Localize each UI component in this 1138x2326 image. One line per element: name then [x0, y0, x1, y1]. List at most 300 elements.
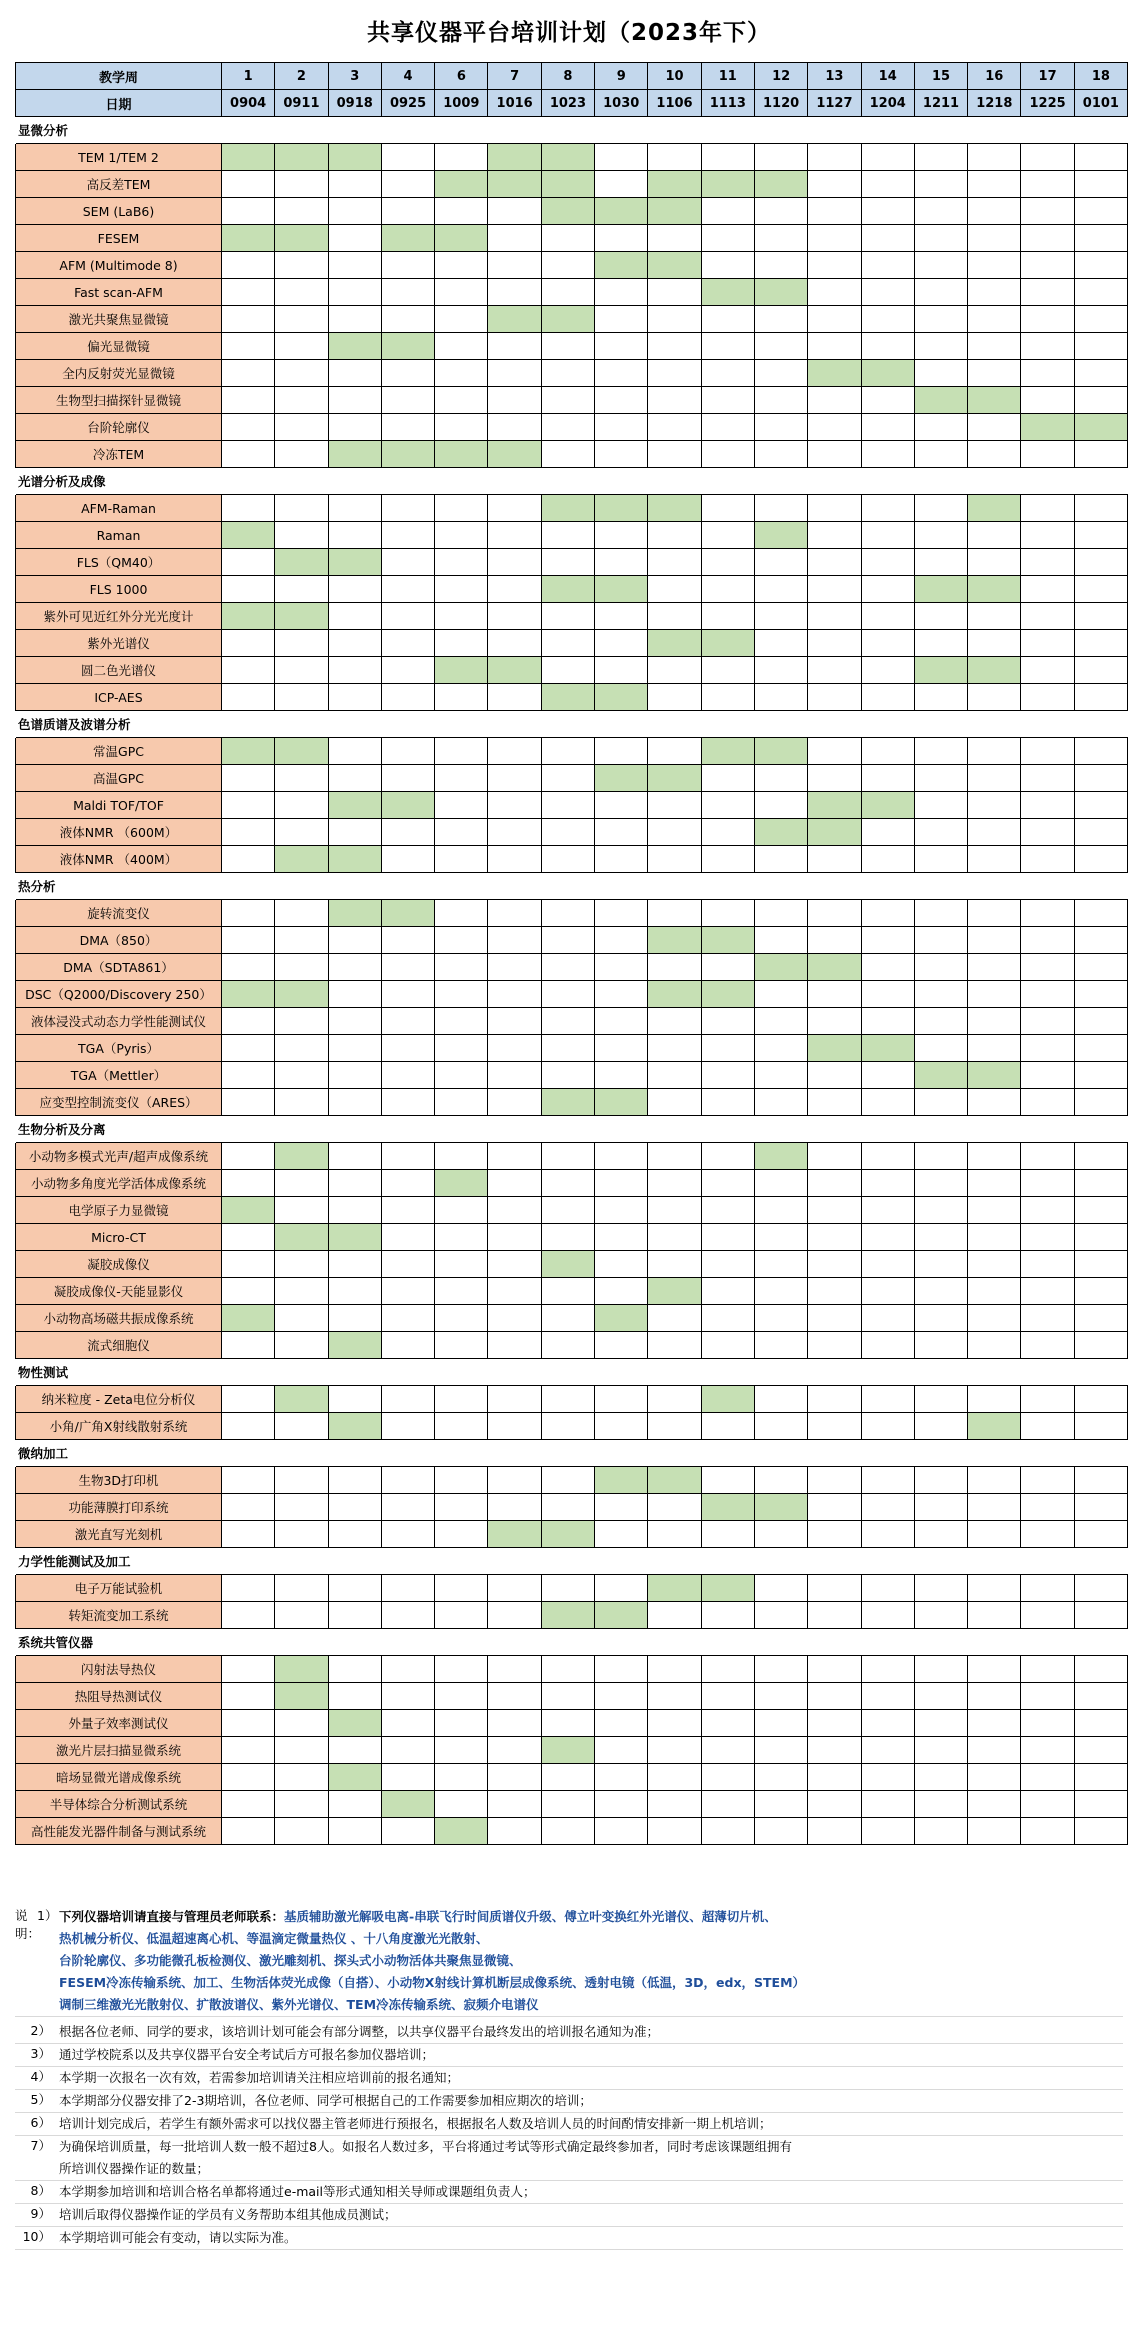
empty-cell — [595, 1386, 648, 1413]
empty-cell — [488, 792, 541, 819]
empty-cell — [861, 252, 914, 279]
empty-cell — [328, 171, 381, 198]
empty-cell — [861, 495, 914, 522]
empty-cell — [914, 333, 967, 360]
empty-cell — [328, 1521, 381, 1548]
instrument-row — [16, 1791, 1128, 1818]
empty-cell — [914, 846, 967, 873]
empty-cell — [861, 1764, 914, 1791]
instrument-row — [16, 1062, 1128, 1089]
empty-cell — [701, 954, 754, 981]
empty-cell — [1074, 1791, 1127, 1818]
date-cell: 0101 — [1074, 90, 1127, 117]
instrument-name: FESEM — [16, 225, 222, 252]
empty-cell — [861, 1386, 914, 1413]
empty-cell — [222, 630, 275, 657]
empty-cell — [701, 1143, 754, 1170]
empty-cell — [808, 387, 861, 414]
empty-cell — [595, 387, 648, 414]
date-cell: 1218 — [968, 90, 1021, 117]
empty-cell — [435, 1710, 488, 1737]
empty-cell — [488, 954, 541, 981]
section-title: 系统共管仪器 — [16, 1629, 1128, 1656]
empty-cell — [914, 1170, 967, 1197]
empty-cell — [595, 1764, 648, 1791]
scheduled-cell — [435, 1170, 488, 1197]
empty-cell — [861, 630, 914, 657]
empty-cell — [914, 225, 967, 252]
instrument-row — [16, 387, 1128, 414]
scheduled-cell — [968, 387, 1021, 414]
empty-cell — [754, 603, 807, 630]
empty-cell — [968, 603, 1021, 630]
empty-cell — [1074, 252, 1127, 279]
empty-cell — [275, 360, 328, 387]
empty-cell — [701, 1602, 754, 1629]
empty-cell — [222, 1494, 275, 1521]
empty-cell — [275, 1332, 328, 1359]
scheduled-cell — [541, 171, 594, 198]
empty-cell — [595, 1656, 648, 1683]
empty-cell — [754, 1710, 807, 1737]
empty-cell — [861, 1143, 914, 1170]
empty-cell — [275, 576, 328, 603]
instrument-name: 圆二色光谱仪 — [16, 657, 222, 684]
empty-cell — [488, 279, 541, 306]
instrument-row — [16, 1035, 1128, 1062]
empty-cell — [1021, 1602, 1074, 1629]
empty-cell — [595, 171, 648, 198]
empty-cell — [1074, 954, 1127, 981]
scheduled-cell — [648, 630, 701, 657]
note-item — [15, 2044, 1123, 2067]
empty-cell — [968, 1467, 1021, 1494]
empty-cell — [595, 603, 648, 630]
empty-cell — [328, 252, 381, 279]
empty-cell — [381, 954, 434, 981]
empty-cell — [754, 765, 807, 792]
empty-cell — [648, 279, 701, 306]
empty-cell — [541, 279, 594, 306]
empty-cell — [275, 1602, 328, 1629]
empty-cell — [488, 1089, 541, 1116]
empty-cell — [1021, 954, 1074, 981]
note-1-line: 台阶轮廓仪、多功能微孔板检测仪、激光雕刻机、探头式小动物活体共聚焦显微镜、 — [59, 1953, 522, 1968]
scheduled-cell — [595, 1305, 648, 1332]
scheduled-cell — [968, 1413, 1021, 1440]
empty-cell — [968, 1791, 1021, 1818]
note-text: 本学期参加培训和培训合格名单都将通过e-mail等形式通知相关导师或课题组负责人； — [59, 2184, 536, 2199]
empty-cell — [861, 576, 914, 603]
empty-cell — [914, 603, 967, 630]
empty-cell — [488, 1710, 541, 1737]
empty-cell — [808, 1791, 861, 1818]
instrument-name: DMA（SDTA861） — [16, 954, 222, 981]
empty-cell — [968, 900, 1021, 927]
instrument-row — [16, 1332, 1128, 1359]
empty-cell — [1021, 1683, 1074, 1710]
empty-cell — [1021, 765, 1074, 792]
empty-cell — [701, 441, 754, 468]
empty-cell — [541, 1008, 594, 1035]
instrument-name: 紫外可见近红外分光光度计 — [16, 603, 222, 630]
empty-cell — [861, 1710, 914, 1737]
empty-cell — [328, 1305, 381, 1332]
empty-cell — [861, 927, 914, 954]
empty-cell — [861, 738, 914, 765]
empty-cell — [808, 171, 861, 198]
empty-cell — [648, 846, 701, 873]
empty-cell — [435, 1251, 488, 1278]
empty-cell — [488, 765, 541, 792]
note-item — [15, 2136, 1123, 2181]
scheduled-cell — [381, 1791, 434, 1818]
empty-cell — [328, 1197, 381, 1224]
empty-cell — [275, 927, 328, 954]
empty-cell — [595, 1494, 648, 1521]
empty-cell — [914, 1278, 967, 1305]
empty-cell — [275, 630, 328, 657]
note-number: 2） — [30, 2023, 51, 2038]
empty-cell — [328, 1737, 381, 1764]
empty-cell — [595, 846, 648, 873]
empty-cell — [914, 1737, 967, 1764]
instrument-row — [16, 576, 1128, 603]
empty-cell — [541, 1386, 594, 1413]
empty-cell — [808, 846, 861, 873]
empty-cell — [222, 1332, 275, 1359]
scheduled-cell — [861, 1035, 914, 1062]
empty-cell — [1021, 1332, 1074, 1359]
empty-cell — [648, 819, 701, 846]
empty-cell — [435, 1008, 488, 1035]
instrument-row — [16, 1089, 1128, 1116]
empty-cell — [541, 900, 594, 927]
empty-cell — [488, 1170, 541, 1197]
instrument-name: 纳米粒度 - Zeta电位分析仪 — [16, 1386, 222, 1413]
empty-cell — [328, 1656, 381, 1683]
empty-cell — [1021, 981, 1074, 1008]
empty-cell — [701, 144, 754, 171]
empty-cell — [808, 1170, 861, 1197]
scheduled-cell — [222, 1305, 275, 1332]
scheduled-cell — [541, 1089, 594, 1116]
empty-cell — [754, 1656, 807, 1683]
empty-cell — [1074, 981, 1127, 1008]
empty-cell — [808, 1008, 861, 1035]
empty-cell — [808, 225, 861, 252]
scheduled-cell — [968, 495, 1021, 522]
empty-cell — [861, 1251, 914, 1278]
empty-cell — [328, 1170, 381, 1197]
empty-cell — [701, 1062, 754, 1089]
empty-cell — [541, 441, 594, 468]
empty-cell — [328, 1278, 381, 1305]
empty-cell — [914, 1467, 967, 1494]
empty-cell — [861, 1278, 914, 1305]
week-number: 13 — [808, 63, 861, 90]
empty-cell — [648, 1251, 701, 1278]
empty-cell — [595, 927, 648, 954]
empty-cell — [328, 738, 381, 765]
instrument-name: 暗场显微光谱成像系统 — [16, 1764, 222, 1791]
empty-cell — [435, 819, 488, 846]
empty-cell — [968, 360, 1021, 387]
empty-cell — [648, 1170, 701, 1197]
scheduled-cell — [701, 1494, 754, 1521]
empty-cell — [595, 333, 648, 360]
empty-cell — [435, 684, 488, 711]
empty-cell — [435, 1575, 488, 1602]
empty-cell — [222, 576, 275, 603]
instrument-row — [16, 414, 1128, 441]
instrument-row — [16, 171, 1128, 198]
scheduled-cell — [914, 387, 967, 414]
empty-cell — [861, 1305, 914, 1332]
empty-cell — [808, 252, 861, 279]
scheduled-cell — [808, 360, 861, 387]
note-number: 4） — [30, 2069, 51, 2084]
instrument-name: 生物型扫描探针显微镜 — [16, 387, 222, 414]
empty-cell — [222, 792, 275, 819]
note-number: 7） — [30, 2138, 51, 2153]
empty-cell — [861, 279, 914, 306]
empty-cell — [328, 306, 381, 333]
scheduled-cell — [541, 1251, 594, 1278]
empty-cell — [808, 1332, 861, 1359]
empty-cell — [1021, 1575, 1074, 1602]
empty-cell — [595, 225, 648, 252]
empty-cell — [701, 387, 754, 414]
empty-cell — [861, 1683, 914, 1710]
empty-cell — [808, 1197, 861, 1224]
empty-cell — [808, 900, 861, 927]
note-1-line: FESEM冷冻传输系统、加工、生物活体荧光成像（自搭）、小动物X射线计算机断层成像系统、透射电镜（低温，3D，edx，STEM） — [59, 1975, 806, 1990]
empty-cell — [1021, 360, 1074, 387]
empty-cell — [861, 1413, 914, 1440]
empty-cell — [1021, 630, 1074, 657]
empty-cell — [914, 441, 967, 468]
empty-cell — [808, 657, 861, 684]
section-title: 色谱质谱及波谱分析 — [16, 711, 1128, 738]
empty-cell — [488, 1143, 541, 1170]
instrument-row — [16, 1737, 1128, 1764]
empty-cell — [808, 1305, 861, 1332]
empty-cell — [222, 846, 275, 873]
empty-cell — [861, 1467, 914, 1494]
instrument-row — [16, 1602, 1128, 1629]
scheduled-cell — [914, 657, 967, 684]
empty-cell — [222, 549, 275, 576]
empty-cell — [1074, 1062, 1127, 1089]
instrument-name: 应变型控制流变仪（ARES） — [16, 1089, 222, 1116]
empty-cell — [701, 1035, 754, 1062]
scheduled-cell — [701, 738, 754, 765]
empty-cell — [1074, 279, 1127, 306]
scheduled-cell — [328, 792, 381, 819]
empty-cell — [328, 1575, 381, 1602]
empty-cell — [541, 954, 594, 981]
empty-cell — [1021, 1710, 1074, 1737]
empty-cell — [968, 1251, 1021, 1278]
empty-cell — [435, 1467, 488, 1494]
scheduled-cell — [754, 171, 807, 198]
empty-cell — [435, 981, 488, 1008]
empty-cell — [1021, 792, 1074, 819]
empty-cell — [595, 657, 648, 684]
empty-cell — [648, 549, 701, 576]
scheduled-cell — [595, 1467, 648, 1494]
instrument-row — [16, 1467, 1128, 1494]
empty-cell — [435, 1035, 488, 1062]
note-number: 8） — [30, 2183, 51, 2198]
scheduled-cell — [328, 1413, 381, 1440]
instrument-row — [16, 1386, 1128, 1413]
empty-cell — [328, 1467, 381, 1494]
empty-cell — [222, 1467, 275, 1494]
empty-cell — [701, 225, 754, 252]
empty-cell — [968, 1494, 1021, 1521]
instrument-name: 激光片层扫描显微系统 — [16, 1737, 222, 1764]
empty-cell — [1074, 1008, 1127, 1035]
empty-cell — [808, 1710, 861, 1737]
instrument-name: 生物3D打印机 — [16, 1467, 222, 1494]
empty-cell — [541, 630, 594, 657]
empty-cell — [1021, 846, 1074, 873]
empty-cell — [808, 1413, 861, 1440]
empty-cell — [968, 1170, 1021, 1197]
empty-cell — [914, 198, 967, 225]
note-1-line: 基质辅助激光解吸电离-串联飞行时间质谱仪升级、傅立叶变换红外光谱仪、超薄切片机、 — [284, 1909, 777, 1924]
week-number: 12 — [754, 63, 807, 90]
empty-cell — [488, 603, 541, 630]
empty-cell — [381, 1467, 434, 1494]
empty-cell — [435, 522, 488, 549]
section-title: 显微分析 — [16, 117, 1128, 144]
empty-cell — [222, 198, 275, 225]
week-label: 教学周 — [16, 63, 222, 90]
empty-cell — [275, 765, 328, 792]
empty-cell — [754, 981, 807, 1008]
empty-cell — [1021, 819, 1074, 846]
empty-cell — [275, 387, 328, 414]
scheduled-cell — [701, 1575, 754, 1602]
instrument-name: Micro-CT — [16, 1224, 222, 1251]
empty-cell — [541, 819, 594, 846]
empty-cell — [701, 576, 754, 603]
empty-cell — [381, 1278, 434, 1305]
empty-cell — [328, 1791, 381, 1818]
empty-cell — [1074, 1089, 1127, 1116]
empty-cell — [435, 954, 488, 981]
instrument-name: 电子万能试验机 — [16, 1575, 222, 1602]
instrument-name: 功能薄膜打印系统 — [16, 1494, 222, 1521]
note-item — [15, 2090, 1123, 2113]
empty-cell — [488, 1791, 541, 1818]
empty-cell — [701, 1305, 754, 1332]
date-label: 日期 — [16, 90, 222, 117]
empty-cell — [595, 1737, 648, 1764]
empty-cell — [861, 1818, 914, 1845]
empty-cell — [541, 1467, 594, 1494]
instrument-name: Raman — [16, 522, 222, 549]
instrument-name: FLS（QM40） — [16, 549, 222, 576]
empty-cell — [701, 846, 754, 873]
scheduled-cell — [754, 1494, 807, 1521]
empty-cell — [861, 1332, 914, 1359]
instrument-name: DSC（Q2000/Discovery 250） — [16, 981, 222, 1008]
empty-cell — [381, 684, 434, 711]
instrument-row — [16, 684, 1128, 711]
empty-cell — [222, 1602, 275, 1629]
empty-cell — [968, 981, 1021, 1008]
scheduled-cell — [275, 1143, 328, 1170]
empty-cell — [222, 1818, 275, 1845]
empty-cell — [808, 1251, 861, 1278]
empty-cell — [1074, 1143, 1127, 1170]
empty-cell — [222, 1764, 275, 1791]
scheduled-cell — [328, 144, 381, 171]
instrument-row — [16, 900, 1128, 927]
date-cell: 1030 — [595, 90, 648, 117]
week-header-row — [16, 63, 1128, 90]
empty-cell — [381, 1764, 434, 1791]
instrument-name: 电学原子力显微镜 — [16, 1197, 222, 1224]
empty-cell — [968, 846, 1021, 873]
instrument-name: 外量子效率测试仪 — [16, 1710, 222, 1737]
empty-cell — [222, 1062, 275, 1089]
note-number: 3） — [30, 2046, 51, 2061]
empty-cell — [968, 1764, 1021, 1791]
empty-cell — [222, 1413, 275, 1440]
empty-cell — [861, 549, 914, 576]
scheduled-cell — [381, 792, 434, 819]
empty-cell — [968, 1278, 1021, 1305]
empty-cell — [1074, 225, 1127, 252]
instrument-name: Maldi TOF/TOF — [16, 792, 222, 819]
empty-cell — [275, 1521, 328, 1548]
empty-cell — [914, 1197, 967, 1224]
empty-cell — [861, 1602, 914, 1629]
empty-cell — [595, 1170, 648, 1197]
scheduled-cell — [275, 1386, 328, 1413]
instrument-row — [16, 333, 1128, 360]
empty-cell — [754, 225, 807, 252]
note-text: 本学期一次报名一次有效，若需参加培训请关注相应培训前的报名通知； — [59, 2070, 460, 2085]
scheduled-cell — [861, 360, 914, 387]
empty-cell — [275, 1197, 328, 1224]
empty-cell — [754, 1575, 807, 1602]
notes-label: 说明： — [15, 1908, 41, 1941]
empty-cell — [1021, 1764, 1074, 1791]
section-row — [16, 1359, 1128, 1386]
note-text: 本学期培训可能会有变动，请以实际为准。 — [59, 2230, 297, 2245]
empty-cell — [595, 1791, 648, 1818]
empty-cell — [1074, 1035, 1127, 1062]
scheduled-cell — [914, 1062, 967, 1089]
empty-cell — [381, 1656, 434, 1683]
instrument-row — [16, 1764, 1128, 1791]
empty-cell — [381, 1008, 434, 1035]
empty-cell — [1074, 1224, 1127, 1251]
empty-cell — [222, 333, 275, 360]
empty-cell — [968, 1683, 1021, 1710]
empty-cell — [648, 1089, 701, 1116]
scheduled-cell — [435, 171, 488, 198]
empty-cell — [754, 1170, 807, 1197]
empty-cell — [968, 549, 1021, 576]
empty-cell — [222, 387, 275, 414]
